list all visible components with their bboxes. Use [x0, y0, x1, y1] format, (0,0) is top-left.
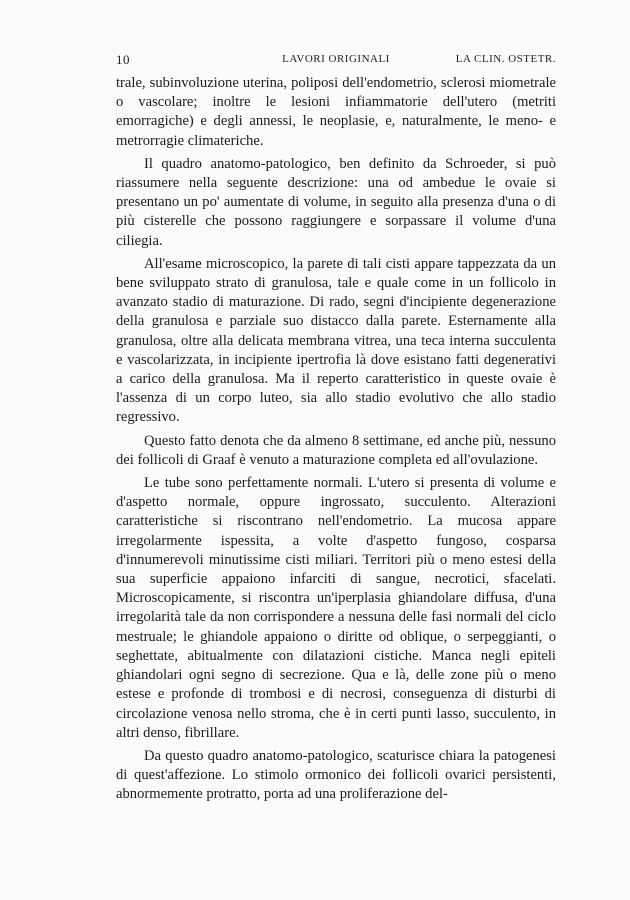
body-text — [116, 74, 556, 805]
paragraph-3: All'esame microscopico, la parete di tali cisti appare tappezzata da un bene sviluppato strato di granulosa, tale e quale come in un follicolo in avanzato stadio di maturazione. Di rado, segni d'incipiente degenerazione della granulosa e parziale suo distacco dalla parete. Esternamente alla granulosa, oltre alla delicata membrana vitrea, una teca interna succulenta e vascolarizzata, in incipiente ipertrofia là dove esistano fatti degenerativi a carico della granulosa. Ma il reperto caratteristico in queste ovaie è l'assenza di un corpo luteo, sia allo stadio evolutivo che allo stadio regressivo. — [116, 255, 556, 426]
page-number: 10 — [116, 52, 130, 67]
journal-abbreviation: LA CLIN. OSTETR. — [455, 53, 556, 65]
running-header — [116, 52, 556, 68]
paragraph-1: trale, subinvoluzione uterina, poliposi dell'endometrio, sclerosi miometrale o vascolare; inoltre le lesioni infiammatorie dell'utero (metriti emorragiche) e degli annessi, le neoplasie, e, naturalmente, le meno- e metrorragie climateriche. — [116, 75, 556, 149]
paragraph-5: Le tube sono perfettamente normali. L'utero si presenta di volume e d'aspetto normale, oppure ingrossato, succulento. Alterazioni caratteristiche si riscontrano nell'endometrio. La mucosa appare irregolarmente ispessita, a volte d'aspetto fungoso, cosparsa d'innumerevoli minutissime cisti miliari. Territori più o meno estesi della sua superficie appaiono infarciti di sangue, necrotici, sfacelati. Microscopicamente, si riscontra un'iperplasia ghiandolare diffusa, d'una irregolarità tale da non corrispondere a nessuna delle fasi normali del ciclo mestruale; le ghiandole appaiono o diritte od oblique, o serpeggianti, o seghettate, abitualmente con dilatazioni cistiche. Manca negli epiteli ghiandolari ogni segno di secrezione. Qua e là, delle zone più o meno estese e profonde di trombosi e di necrosi, conseguenza di disturbi di circolazione venosa nello stroma, che è in certi punti lasso, succulento, in altri denso, fibrillare. — [116, 475, 556, 741]
paragraph-2: Il quadro anatomo-patologico, ben definito da Schroeder, si può riassumere nella seguente descrizione: una od ambedue le ovaie si presentano un po' aumentate di volume, in seguito alla presenza d'una o di più cisterelle che possono raggiungere e sorpassare il volume d'una ciliegia. — [116, 155, 556, 249]
running-title: LAVORI ORIGINALI — [282, 53, 390, 65]
paragraph-4: Questo fatto denota che da almeno 8 settimane, ed anche più, nessuno dei follicoli di Graaf è venuto a maturazione completa ed all'ovulazione. — [116, 432, 556, 468]
paragraph-6: Da questo quadro anatomo-patologico, scaturisce chiara la patogenesi di quest'affezione. Lo stimolo ormonico dei follicoli ovarici persistenti, abnormemente protratto, porta ad una proliferazione del- — [116, 747, 556, 803]
